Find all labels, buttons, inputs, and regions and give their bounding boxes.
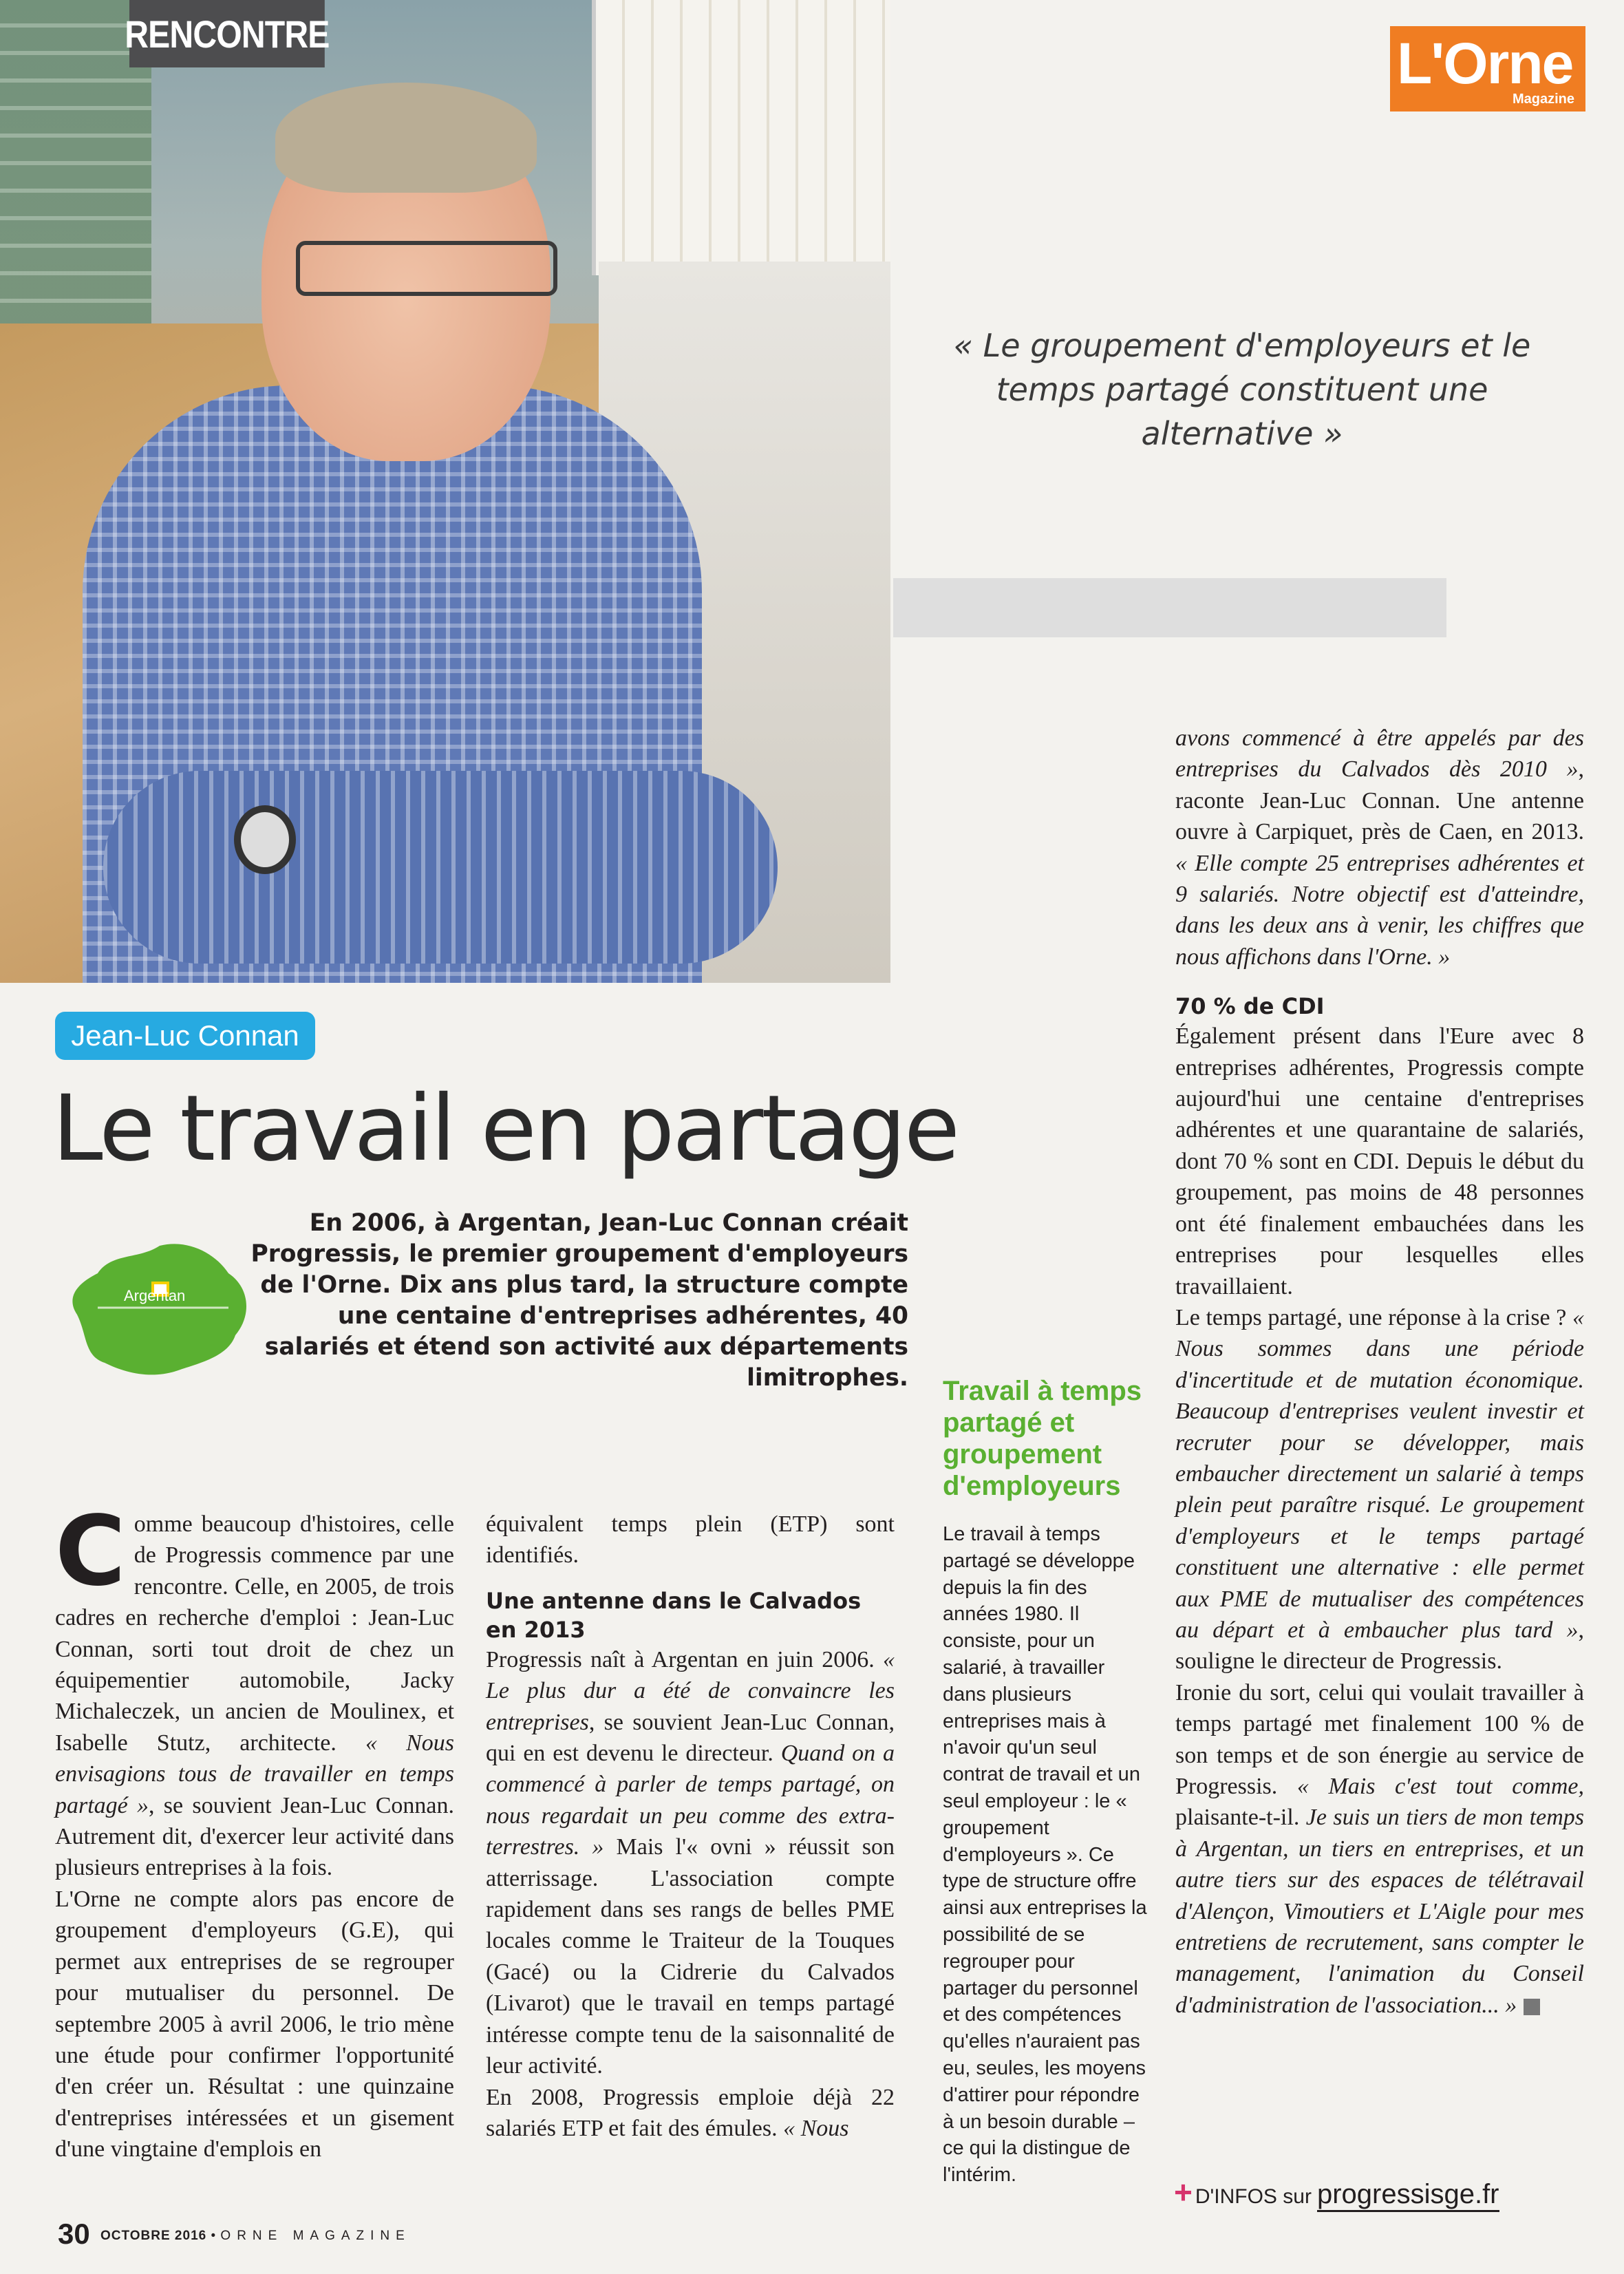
headline: Le travail en partage	[52, 1076, 959, 1182]
sidebar-text: Le travail à temps partagé se développe depuis la fin des années 1980. Il consiste, pour un salarié, à travailler dans plusieurs entreprises mais à n'avoir qu'un seul contrat de travail et un seul employeur : le « groupement d'employeurs ». Ce type de structure offre ainsi aux entreprises la possibilité de se regrouper pour partager du personnel et des compétences qu'elles n'auraient pas eu, seules, les moyens d'attirer pour répondre à un besoin durable – ce qui la distingue de l'intérim.	[943, 1523, 1147, 2187]
text: En 2008, Progressis emploie déjà 22 salariés ETP et fait des émules.	[486, 2084, 895, 2141]
photo-watch	[234, 805, 296, 874]
lead-paragraph: En 2006, à Argentan, Jean-Luc Connan créait Progressis, le premier groupement d'employeurs de l'Orne. Dix ans plus tard, la structure compte une centaine d'entreprises adhérentes, 40 salariés et étend son activité aux départements limitrophes.	[250, 1209, 908, 1392]
body-column-1	[55, 1496, 454, 2165]
text: Progressis naît à Argentan en juin 2006.	[486, 1646, 883, 1672]
paragraph: Également présent dans l'Eure avec 8 entreprises adhérentes, Progressis compte aujourd'hui une centaine d'entreprises adhérentes et une quarantaine de salariés, dont 70 % sont en CDI. Depuis le début du groupement, pas moins de 48 personnes ont été finalement embauchées dans les entreprises pour lesquelles elles travaillaient.	[1175, 1023, 1584, 1299]
subheading: 70 % de CDI	[1175, 993, 1325, 1020]
end-mark-icon	[1524, 1999, 1540, 2015]
issue-date: OCTOBRE 2016	[100, 2229, 207, 2243]
quote: avons commencé à être appelés par des entreprises du Calvados dès 2010 »	[1175, 725, 1584, 783]
text: , raconte Jean-Luc Connan. Une antenne ouvre à Carpiquet, près de Caen, en 2013.	[1175, 756, 1584, 845]
ghost-bleed-through	[893, 578, 1446, 637]
name-tag: Jean-Luc Connan	[55, 1012, 315, 1060]
quote: « Nous sommes dans une période d'incertitude et de mutation économique. Beaucoup d'entreprises veulent investir et recruter pour se développer, mais embaucher directement un salarié à temps plein peut paraître risqué. Le groupement d'employeurs et le temps partagé constituent une alternative : elle permet aux PME de mutualiser des compétences au départ et à embaucher plus tard »	[1175, 1304, 1584, 1643]
more-info	[1174, 2174, 1499, 2212]
body-column-2	[486, 1509, 895, 2144]
text: , se souvient Jean-Luc Connan. Autrement dit, d'exercer leur activité dans plusieurs entreprises à la fois.	[55, 1792, 454, 1881]
quote: « Nous	[783, 2115, 849, 2141]
orne-map-icon	[56, 1232, 256, 1383]
paragraph	[486, 2082, 895, 2145]
quote: « Elle compte 25 entreprises adhérentes et 9 salariés. Notre objectif est d'atteindre, dans les deux ans à venir, les chiffres que nous affichons dans l'Orne. »	[1175, 850, 1584, 970]
paragraph	[1175, 723, 1584, 973]
text: , se souvient Jean-Luc Connan, qui en est devenu le directeur.	[486, 1709, 895, 1767]
text: omme beaucoup d'histoires, celle de Progressis commence par une rencontre. Celle, en 2005, de trois cadres en recherche d'emploi : Jean-Luc Connan, sorti tout droit de chez un équipementier automobile, Jacky Michaleczek, un ancien de Moulinex, et Isabelle Stutz, architecte.	[55, 1511, 454, 1756]
section-rubric: RENCONTRE	[129, 0, 325, 67]
quote: « Mais c'est tout comme,	[1296, 1774, 1584, 1799]
quote: « Nous envisagions tous de travailler en temps partagé »	[55, 1730, 454, 1818]
sidebar-title: Travail à temps partagé et groupement d'employeurs	[943, 1376, 1142, 1501]
magazine-logo	[1390, 26, 1585, 111]
text: , souligne le directeur de Progressis.	[1175, 1617, 1584, 1675]
website-link[interactable]: progressisge.fr	[1317, 2179, 1499, 2212]
photo-wall-calendar	[592, 0, 890, 275]
text: Mais l'« ovni » réussit son atterrissage. L'association compte rapidement dans ses rangs de belles PME locales comme le Traiteur de la Touques (Gacé) ou la Cidrerie du Calvados (Livarot) que le travail en temps partagé intéresse compte tenu de la saisonnalité de leur activité.	[486, 1834, 895, 2079]
paragraph	[1175, 1677, 1584, 2021]
photo-person-hair	[275, 83, 537, 193]
pull-quote: « Le groupement d'employeurs et le temps partagé constituent une alternative »	[953, 327, 1531, 452]
text: Le temps partagé, une réponse à la crise ?	[1175, 1304, 1572, 1330]
text: Ironie du sort, celui qui voulait travailler à temps partagé met finalement 100 % de son temps et de son énergie au service de Progressis.	[1175, 1679, 1584, 1799]
paragraph: équivalent temps plein (ETP) sont identifiés.	[486, 1511, 895, 1569]
paragraph	[55, 1496, 454, 1884]
map-shape	[72, 1244, 246, 1374]
map-label: Argentan	[124, 1287, 186, 1304]
more-info-label: D'INFOS sur	[1195, 2185, 1312, 2208]
page-number: 30	[58, 2218, 90, 2250]
photo-person-glasses	[296, 241, 557, 296]
logo-name: L'Orne	[1397, 31, 1573, 96]
body-column-4	[1175, 723, 1584, 2021]
magazine-name: ORNE MAGAZINE	[220, 2229, 411, 2243]
photo-person-arms	[103, 771, 778, 964]
paragraph	[486, 1644, 895, 2082]
plus-icon: +	[1174, 2174, 1193, 2210]
logo-sub: Magazine	[1512, 92, 1574, 107]
paragraph: L'Orne ne compte alors pas encore de groupement d'employeurs (G.E), qui permet aux entreprises de se regrouper pour mutualiser du personnel. De septembre 2005 à avril 2006, le trio mène une étude pour confirmer l'opportunité d'en créer un. Résultat : une quinzaine d'entreprises intéressées et un gisement d'une vingtaine d'emplois en	[55, 1886, 454, 2163]
portrait-photo	[0, 0, 890, 983]
issue-bullet: •	[211, 2229, 217, 2243]
paragraph	[1175, 1302, 1584, 1677]
drop-cap: C	[55, 1496, 126, 1608]
quote: Quand on a commencé à parler de temps partagé, on nous regardait un peu comme des extra-terrestres. »	[486, 1741, 895, 1860]
subheading: Une antenne dans le Calvados en 2013	[486, 1587, 862, 1643]
quote: « Le plus dur a été de convaincre les entreprises	[486, 1646, 895, 1735]
quote: Je suis un tiers de mon temps à Argentan, un tiers en entreprises, et un autre tiers sur des espaces de télétravail d'Alençon, Vimoutiers et L'Aigle pour mes entretiens de recrutement, sans compter le management, l'animation du Conseil d'administration de l'association... »	[1175, 1805, 1584, 2018]
text: plaisante-t-il.	[1175, 1805, 1306, 1831]
issue-line	[100, 2229, 411, 2244]
